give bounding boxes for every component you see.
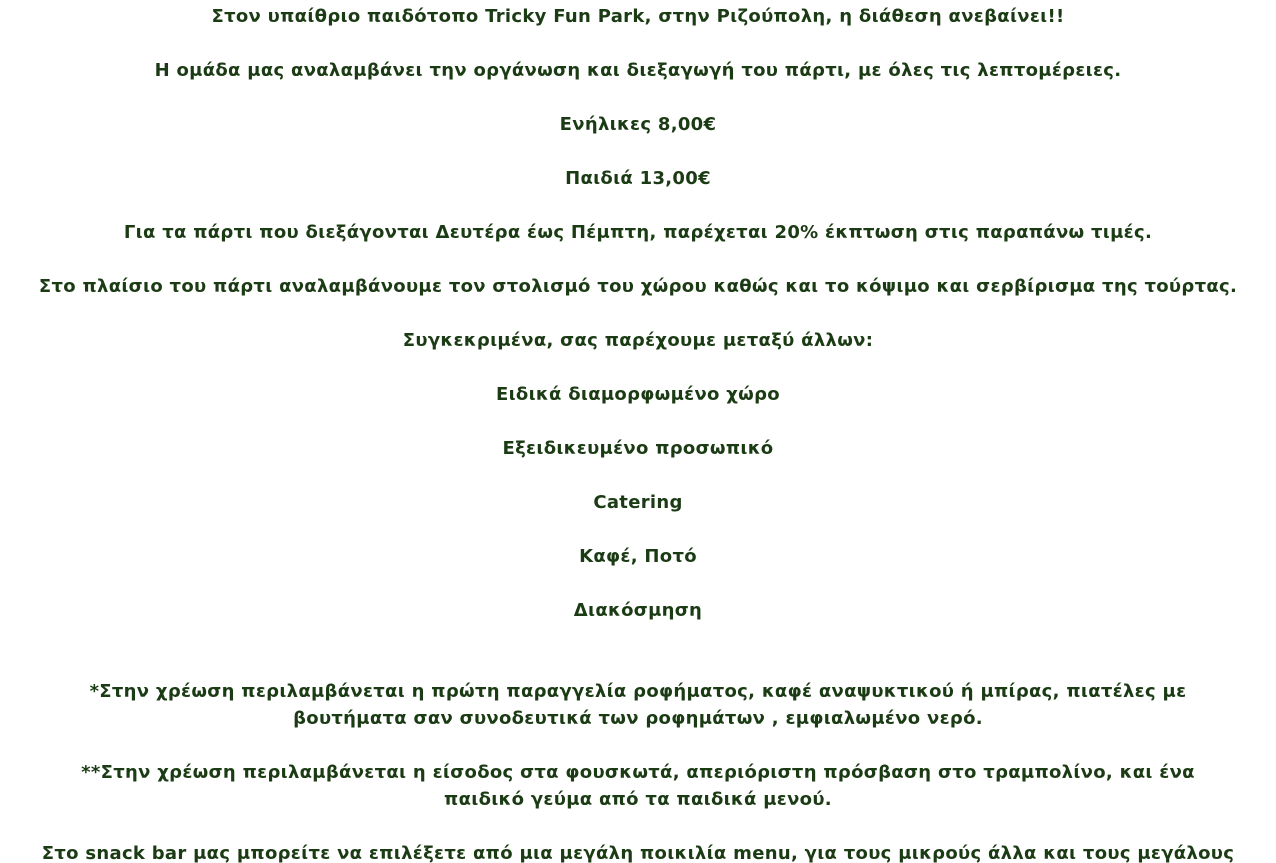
offer-item: Διακόσμηση	[573, 600, 703, 621]
snack-bar-text: Στο snack bar μας μπορείτε να επιλέξετε από μια μεγάλη ποικιλία menu, για τους μικρούς άλλα και τους μεγάλους	[41, 843, 1235, 863]
discount-text: Για τα πάρτι που διεξάγονται Δευτέρα έως Πέμπτη, παρέχεται 20% έκπτωση στις παραπάνω τιμές.	[123, 222, 1153, 243]
note-drinks: *Στην χρέωση περιλαμβάνεται η πρώτη παραγγελία ροφήματος, καφέ αναψυκτικού ή μπίρας, πιατέλες με βουτήματα σαν συνοδευτικά των ροφημάτων , εμφιαλωμένο νερό.	[89, 681, 1187, 729]
offer-intro: Συγκεκριμένα, σας παρέχουμε μεταξύ άλλων:	[402, 330, 874, 351]
decoration-text: Στο πλαίσιο του πάρτι αναλαμβάνουμε τον στολισμό του χώρου καθώς και το κόψιμο και σερβίρισμα της τούρτας.	[38, 276, 1238, 297]
offer-item: Καφέ, Ποτό	[579, 546, 697, 567]
team-text: Η ομάδα μας αναλαμβάνει την οργάνωση και διεξαγωγή του πάρτι, με όλες τις λεπτομέρειες.	[154, 60, 1122, 81]
intro-text: Στον υπαίθριο παιδότοπο Tricky Fun Park, στην Ριζούπολη, η διάθεση ανεβαίνει!!	[211, 6, 1065, 27]
offer-item: Εξειδικευμένο προσωπικό	[502, 438, 774, 459]
offer-item: Ειδικά διαμορφωμένο χώρο	[496, 384, 780, 405]
price-children: Παιδιά 13,00€	[565, 168, 711, 189]
offer-item: Catering	[593, 492, 683, 513]
price-adults: Ενήλικες 8,00€	[559, 114, 717, 135]
note-children: **Στην χρέωση περιλαμβάνεται η είσοδος στα φουσκωτά, απεριόριστη πρόσβαση στο τραμπολίνο, και ένα παιδικό γεύμα από τα παιδικά μενού.	[81, 762, 1195, 810]
